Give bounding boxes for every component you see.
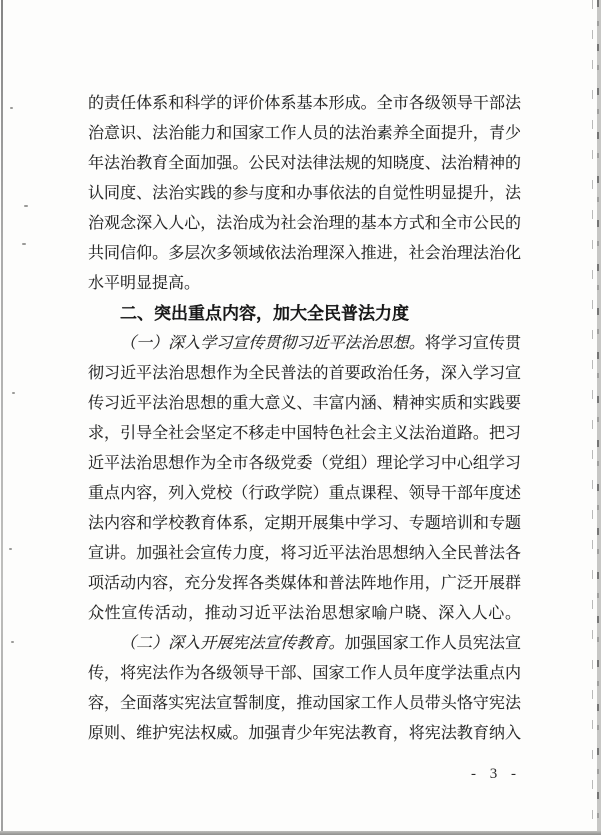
body-line: 求，引导全社会坚定不移走中国特色社会主义法治道路。把习 (88, 425, 521, 442)
body-line-paragraph-end: 水平明显提高。 (88, 275, 201, 292)
paragraph-lead-kai: （一）深入学习宣传贯彻习近平法治思想。 (120, 335, 425, 352)
paragraph-lead-kai: （二）深入开展宪法宣传教育。 (120, 635, 345, 652)
scan-speck (12, 392, 15, 394)
scan-speck (24, 205, 28, 207)
scan-right-inner-dash-line (592, 0, 593, 835)
body-line: 近平法治思想作为全市各级党委（党组）理论学习中心组学习 (88, 455, 521, 472)
paragraph-rest: 加强国家工作人员宪法宣 (344, 635, 521, 652)
body-line: 原则、维护宪法权威。加强青少年宪法教育，将宪法教育纳入 (88, 725, 521, 742)
body-line: 传习近平法治思想的重大意义、丰富内涵、精神实质和实践要 (88, 395, 521, 412)
body-line: 重点内容，列入党校（行政学院）重点课程、领导干部年度述 (88, 485, 521, 502)
scan-speck (11, 641, 14, 643)
scan-speck (9, 548, 12, 550)
body-line: 项活动内容，充分发挥各类媒体和普法阵地作用，广泛开展群 (88, 575, 521, 592)
body-line: 宣讲。加强社会宣传力度，将习近平法治思想纳入全民普法各 (88, 545, 521, 562)
body-line: 传，将宪法作为各级领导干部、国家工作人员年度学法重点内 (88, 665, 521, 682)
body-line: 治意识、法治能力和国家工作人员的法治素养全面提升，青少 (88, 125, 521, 142)
document-text-block (88, 89, 521, 749)
body-line: 法内容和学校教育体系，定期开展集中学习、专题培训和专题 (88, 515, 521, 532)
body-line-paragraph-end: 众性宣传活动，推动习近平法治思想家喻户晓、深入人心。 (88, 605, 521, 622)
scan-left-edge-line (1, 0, 3, 835)
body-line-paragraph-start (88, 329, 521, 359)
scan-speck (10, 107, 13, 109)
paragraph-rest: 将学习宣传贯 (424, 335, 521, 352)
scan-bottom-edge-band (0, 831, 601, 835)
body-line: 共同信仰。多层次多领域依法治理深入推进，社会治理法治化 (88, 245, 521, 262)
section-heading: 二、突出重点内容，加大全民普法力度 (120, 304, 409, 323)
scan-speck (22, 243, 26, 245)
scan-right-edge-dashes (597, 0, 599, 835)
body-line: 认同度、法治实践的参与度和办事依法的自觉性明显提升，法 (88, 185, 521, 202)
body-line: 容，全面落实宪法宣誓制度，推动国家工作人员带头恪守宪法 (88, 695, 521, 712)
body-line-paragraph-start (88, 629, 521, 659)
body-line: 彻习近平法治思想作为全民普法的首要政治任务，深入学习宣 (88, 365, 521, 382)
body-line: 年法治教育全面加强。公民对法律法规的知晓度、法治精神的 (88, 155, 521, 172)
body-line: 治观念深入人心，法治成为社会治理的基本方式和全市公民的 (88, 215, 521, 232)
page-number: - 3 - (471, 766, 521, 782)
body-line: 的责任体系和科学的评价体系基本形成。全市各级领导干部法 (88, 95, 521, 112)
